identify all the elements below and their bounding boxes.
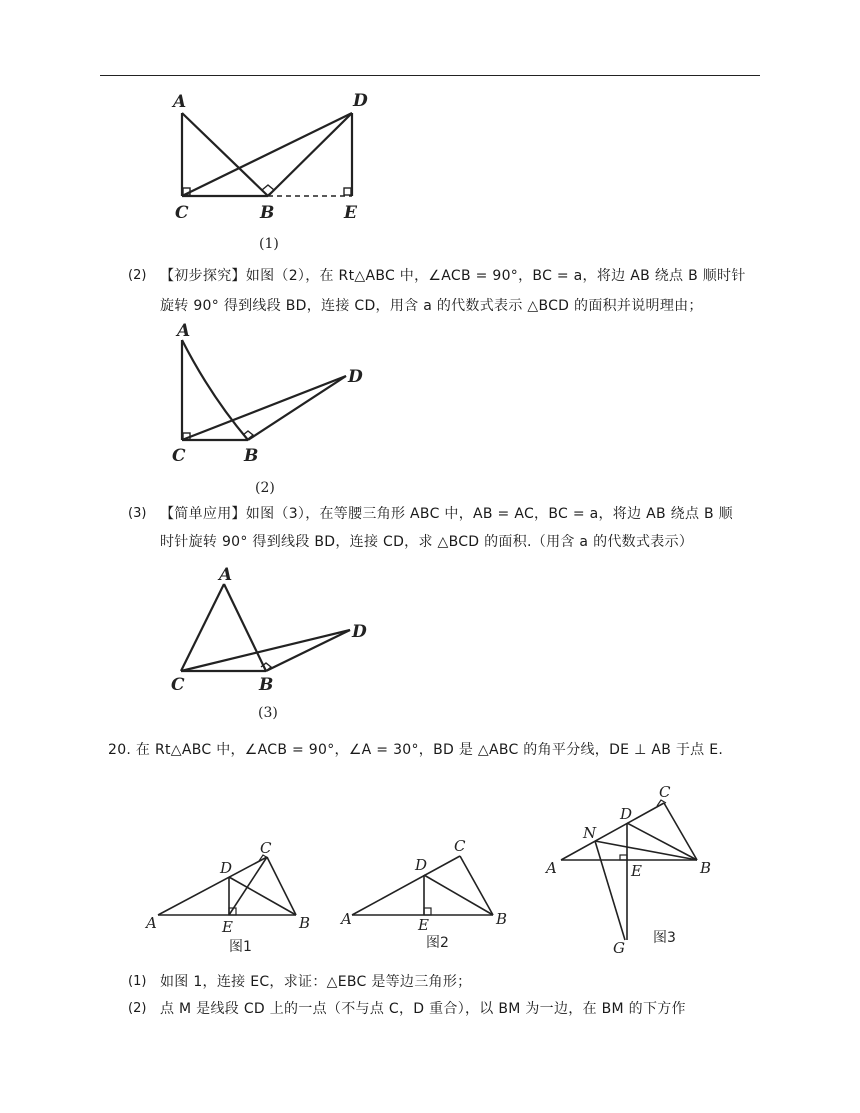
question-text: 点 M 是线段 CD 上的一点（不与点 C，D 重合），以 BM 为一边，在 BM 的下方作	[160, 1001, 686, 1017]
figure-caption: (3)	[258, 705, 278, 721]
question-text: 【简单应用】如图（3），在等腰三角形 ABC 中，AB = AC，BC = a，将边 AB 绕点 B 顺	[160, 506, 733, 522]
label-a: A	[173, 92, 187, 112]
question-number: (3)	[128, 506, 147, 521]
question-text: 时针旋转 90° 得到线段 BD，连接 CD，求 △BCD 的面积.（用含 a 的代数式表示）	[160, 534, 694, 550]
label-b: B	[496, 910, 508, 928]
label-d: D	[620, 805, 633, 823]
question-text: 如图 1，连接 EC，求证：△EBC 是等边三角形；	[160, 974, 472, 990]
segment-nb	[595, 841, 697, 860]
label-n: N	[583, 824, 597, 842]
label-e: E	[418, 916, 429, 934]
label-b: B	[244, 446, 259, 466]
figure-caption: 图3	[653, 930, 676, 946]
figure-caption: 图2	[426, 935, 449, 951]
question-number: (1)	[128, 974, 147, 989]
label-a: A	[341, 910, 352, 928]
label-a: A	[177, 321, 191, 341]
label-a: A	[219, 565, 233, 585]
label-c: C	[172, 446, 186, 466]
label-b: B	[700, 859, 712, 877]
label-d: D	[352, 622, 367, 642]
question-stem: 20. 在 Rt△ABC 中，∠ACB = 90°，∠A = 30°，BD 是 △ABC 的角平分线，DE ⊥ AB 于点 E.	[108, 742, 724, 758]
question-text: 旋转 90° 得到线段 BD，连接 CD，用含 a 的代数式表示 △BCD 的面积并说明理由；	[160, 298, 703, 314]
label-c: C	[171, 675, 185, 695]
label-d: D	[353, 91, 368, 111]
label-a: A	[146, 914, 157, 932]
label-d: D	[348, 367, 363, 387]
figure-caption: (2)	[255, 480, 275, 496]
label-d: D	[220, 859, 233, 877]
label-a: A	[546, 859, 557, 877]
label-c: C	[659, 783, 671, 801]
question-text: 【初步探究】如图（2），在 Rt△ABC 中，∠ACB = 90°，BC = a，将边 AB 绕点 B 顺时针	[160, 268, 746, 284]
figure-caption: 图1	[229, 939, 252, 955]
label-d: D	[415, 856, 428, 874]
label-e: E	[631, 862, 642, 880]
label-b: B	[299, 914, 311, 932]
question-number: (2)	[128, 268, 147, 283]
question-number: (2)	[128, 1001, 147, 1016]
label-g: G	[613, 939, 625, 957]
label-b: B	[260, 203, 275, 223]
label-c: C	[175, 203, 189, 223]
figure-caption: (1)	[259, 236, 279, 252]
label-e: E	[344, 203, 357, 223]
label-c: C	[260, 839, 272, 857]
label-b: B	[259, 675, 274, 695]
label-e: E	[222, 918, 233, 936]
label-c: C	[454, 837, 466, 855]
